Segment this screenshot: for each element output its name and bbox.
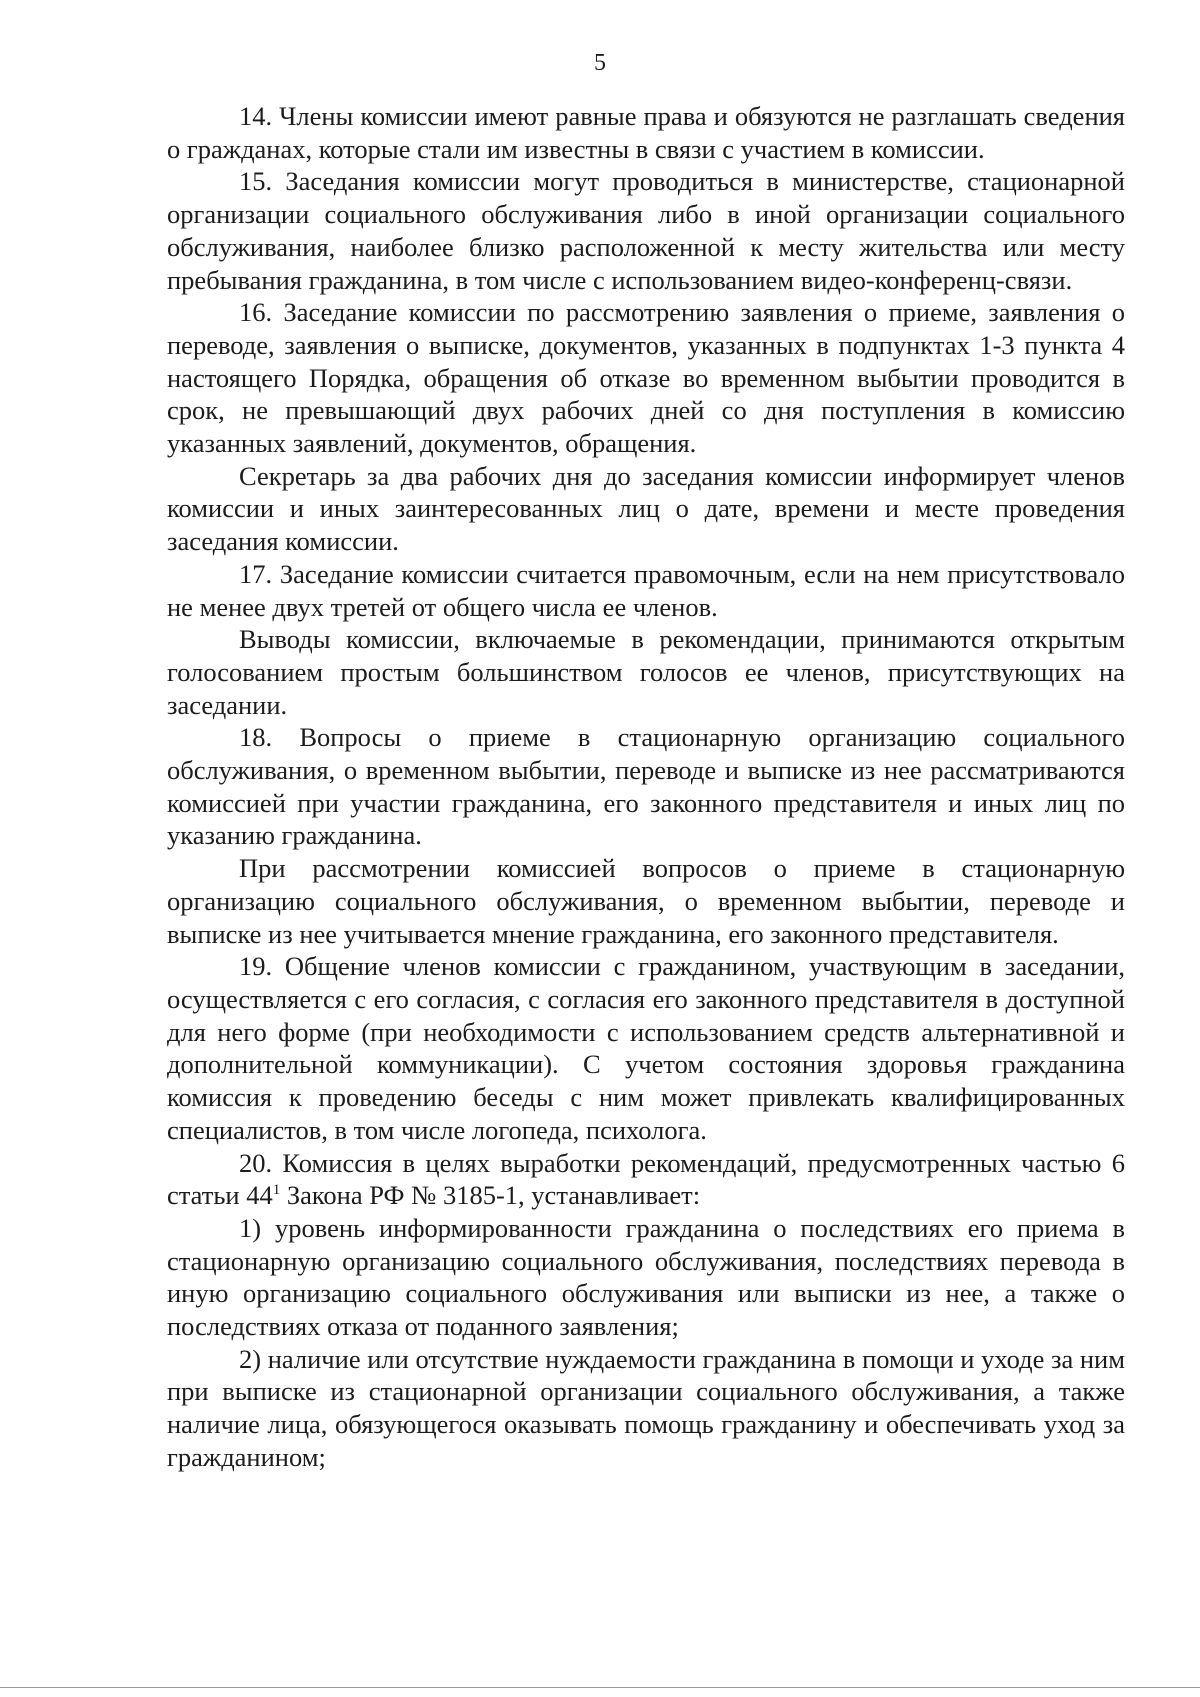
paragraph-20 [167, 1147, 1125, 1212]
list-item-1: 1) уровень информированности гражданина о последствиях его приема в стационарную организацию социального обслуживания, последствиях перевода в иную организацию социального обслуживания или выписки из нее, а также о последствиях отказа от поданного заявления; [167, 1212, 1125, 1342]
paragraph-opinion: При рассмотрении комиссией вопросов о приеме в стационарную организацию социального обслуживания, о временном выбытии, переводе и выписке из нее учитывается мнение гражданина, его законного представителя. [167, 853, 1125, 949]
bottom-edge-line [0, 1687, 1200, 1688]
paragraph-secretary: Секретарь за два рабочих дня до заседания комиссии информирует членов комиссии и иных заинтересованных лиц о дате, времени и месте проведения заседания комиссии. [167, 460, 1125, 557]
paragraph-14: 14. Члены комиссии имеют равные права и обязуются не разглашать сведения о гражданах, которые стали им известны в связи с участием в комиссии. [167, 101, 1125, 164]
document-body [167, 100, 1125, 1474]
page-number: 5 [594, 50, 606, 76]
paragraph-18: 18. Вопросы о приеме в стационарную организацию социального обслуживания, о временном выбытии, переводе и выписке из нее рассматриваются комиссией при участии гражданина, его законного представителя и иных лиц по указанию гражданина. [167, 722, 1125, 851]
paragraph-17: 17. Заседание комиссии считается правомочным, если на нем присутствовало не менее двух третей от общего числа ее членов. [167, 558, 1125, 622]
list-item-2: 2) наличие или отсутствие нуждаемости гражданина в помощи и уходе за ним при выписке из стационарной организации социального обслуживания, а также наличие лица, обязующегося оказывать помощь гражданину и обеспечивать уход за гражданином; [167, 1343, 1125, 1472]
paragraph-20-text-end: Закона РФ № 3185-1, устанавливает: [280, 1180, 701, 1211]
paragraph-conclusions: Выводы комиссии, включаемые в рекомендации, принимаются открытым голосованием простым большинством голосов ее членов, присутствующих на заседании. [167, 624, 1125, 720]
paragraph-16: 16. Заседание комиссии по рассмотрению заявления о приеме, заявления о переводе, заявления о выписке, документов, указанных в подпунктах 1-3 пункта 4 настоящего Порядка, обращения об отказе во временном выбытии проводится в срок, не превышающий двух рабочих дней со дня поступления в комиссию указанных заявлений, документов, обращения. [167, 297, 1125, 459]
paragraph-19: 19. Общение членов комиссии с гражданином, участвующим в заседании, осуществляется с его согласия, с согласия его законного представителя в доступной для него форме (при необходимости с использованием средств альтернативной и дополнительной коммуникации). С учетом состояния здоровья гражданина комиссия к проведению беседы с ним может привлекать квалифицированных специалистов, в том числе логопеда, психолога. [167, 951, 1125, 1145]
article-superscript: 1 [272, 1182, 281, 1199]
paragraph-15: 15. Заседания комиссии могут проводиться в министерстве, стационарной организации социального обслуживания либо в иной организации социального обслуживания, наиболее близко расположенной к месту жительства или месту пребывания гражданина, в том числе с использованием видео-конференц-связи. [167, 166, 1125, 295]
paragraph-20-text-start: 20. Комиссия в целях выработки рекомендаций, предусмотренных частью 6 статьи 44 [167, 1147, 1125, 1211]
